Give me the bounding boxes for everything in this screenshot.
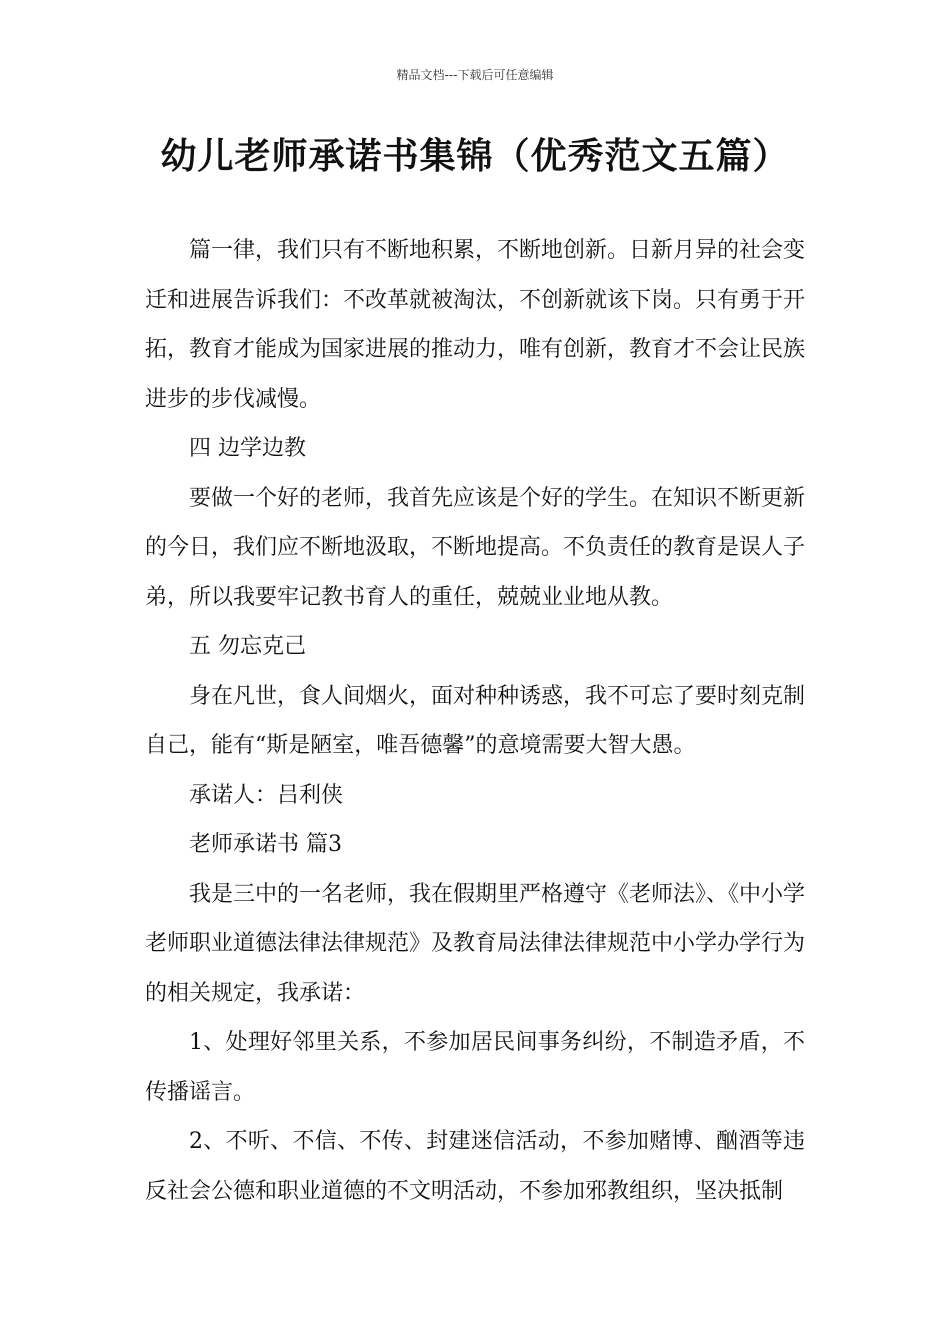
section-heading-5: 五 勿忘克己	[189, 634, 306, 659]
document-body	[145, 226, 805, 1216]
pledge-item-2: 2、不听、不信、不传、封建迷信活动，不参加赌博、酗酒等违反社会公德和职业道德的不文明活动，不参加邪教组织，坚决抵制	[145, 1129, 805, 1204]
pledge-item-1: 1、处理好邻里关系，不参加居民间事务纠纷，不制造矛盾，不传播谣言。	[145, 1030, 805, 1105]
signatory-line: 承诺人：吕利侠	[189, 782, 344, 808]
paragraph-learn-teach: 要做一个好的老师，我首先应该是个好的学生。在知识不断更新的今日，我们应不断地汲取，不断地提高。不负责任的教育是误人子弟，所以我要牢记教书育人的重任，兢兢业业地从教。	[145, 485, 806, 610]
paragraph-self-restraint: 身在凡世，食人间烟火，面对种种诱惑，我不可忘了要时刻克制自己，能有“斯是陋室，唯吾德馨”的意境需要大智大愚。	[145, 683, 806, 758]
document-title: 幼儿老师承诺书集锦（优秀范文五篇）	[160, 136, 790, 177]
section-heading-3: 老师承诺书 篇3	[189, 832, 342, 857]
header-note: 精品文档---下载后可任意编辑	[396, 68, 554, 82]
section-heading-4: 四 边学边教	[189, 436, 306, 461]
paragraph-intro: 篇一律，我们只有不断地积累，不断地创新。日新月异的社会变迁和进展告诉我们：不改革就被淘汰，不创新就该下岗。只有勇于开拓，教育才能成为国家进展的推动力，唯有创新，教育才不会让民族进步的步伐减慢。	[145, 238, 806, 412]
paragraph-pledge-intro: 我是三中的一名老师，我在假期里严格遵守《老师法》、《中小学老师职业道德法律法律规范》及教育局法律法律规范中小学办学行为的相关规定，我承诺：	[145, 881, 806, 1006]
